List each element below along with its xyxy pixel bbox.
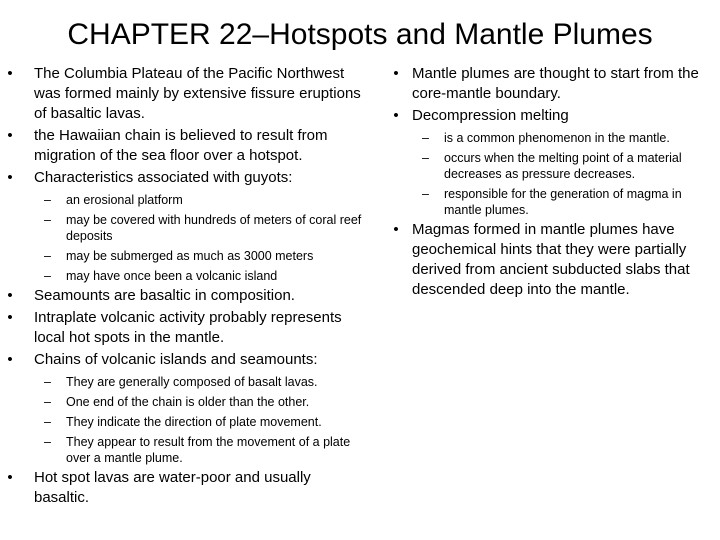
left-column: [0, 62, 368, 508]
bullet-marker: •: [7, 351, 13, 368]
bullet-text: Chains of volcanic islands and seamounts:: [34, 351, 318, 368]
sub-bullet-item: [0, 192, 368, 208]
bullet-text: Intraplate volcanic activity probably represents local hot spots in the mantle.: [34, 309, 342, 346]
bullet-text: Decompression melting: [412, 107, 569, 124]
bullet-item: [0, 468, 368, 508]
bullet-text: One end of the chain is older than the other.: [66, 395, 310, 409]
dash-marker: –: [422, 131, 429, 145]
sub-bullet-item: [378, 150, 710, 182]
bullet-text: the Hawaiian chain is believed to result from migration of the sea floor over a hotspot.: [34, 127, 328, 164]
bullet-item: [378, 64, 710, 104]
bullet-item: [0, 126, 368, 166]
bullet-text: Hot spot lavas are water-poor and usually basaltic.: [34, 469, 311, 506]
bullet-marker: •: [7, 287, 13, 304]
dash-marker: –: [44, 193, 51, 207]
dash-marker: –: [422, 187, 429, 201]
bullet-item: [378, 106, 710, 126]
bullet-marker: •: [393, 221, 399, 238]
bullet-text: is a common phenomenon in the mantle.: [444, 131, 670, 145]
sub-bullet-item: [0, 212, 368, 244]
bullet-text: They are generally composed of basalt lavas.: [66, 375, 318, 389]
bullet-text: They indicate the direction of plate movement.: [66, 415, 322, 429]
bullet-item: [0, 286, 368, 306]
dash-marker: –: [44, 395, 51, 409]
bullet-text: They appear to result from the movement of a plate over a mantle plume.: [66, 435, 351, 465]
bullet-text: an erosional platform: [66, 193, 183, 207]
sub-bullet-item: [0, 248, 368, 264]
sub-bullet-item: [0, 268, 368, 284]
bullet-text: may be submerged as much as 3000 meters: [66, 249, 314, 263]
bullet-text: responsible for the generation of magma in mantle plumes.: [444, 187, 682, 217]
bullet-text: may have once been a volcanic island: [66, 269, 278, 283]
sub-bullet-item: [0, 374, 368, 390]
dash-marker: –: [44, 435, 51, 449]
dash-marker: –: [44, 249, 51, 263]
bullet-text: occurs when the melting point of a material decreases as pressure decreases.: [444, 151, 682, 181]
right-column: [378, 62, 710, 300]
bullet-text: may be covered with hundreds of meters of coral reef deposits: [66, 213, 362, 243]
sub-bullet-item: [0, 434, 368, 466]
bullet-marker: •: [7, 127, 13, 144]
dash-marker: –: [44, 213, 51, 227]
sub-bullet-item: [0, 414, 368, 430]
bullet-text: Magmas formed in mantle plumes have geochemical hints that they were partially derived from ancient subducted slabs that descended deep into the mantle.: [412, 221, 690, 298]
slide-title: CHAPTER 22–Hotspots and Mantle Plumes: [67, 18, 653, 51]
bullet-item: [0, 168, 368, 188]
dash-marker: –: [44, 375, 51, 389]
bullet-item: [0, 308, 368, 348]
bullet-item: [378, 220, 710, 300]
dash-marker: –: [422, 151, 429, 165]
bullet-text: The Columbia Plateau of the Pacific Northwest was formed mainly by extensive fissure eruptions of basaltic lavas.: [34, 65, 361, 122]
bullet-text: Characteristics associated with guyots:: [34, 169, 293, 186]
bullet-text: Mantle plumes are thought to start from the core-mantle boundary.: [412, 65, 699, 102]
bullet-text: Seamounts are basaltic in composition.: [34, 287, 295, 304]
sub-bullet-item: [0, 394, 368, 410]
bullet-marker: •: [7, 469, 13, 486]
dash-marker: –: [44, 269, 51, 283]
bullet-marker: •: [7, 169, 13, 186]
bullet-marker: •: [7, 65, 13, 82]
sub-bullet-item: [378, 186, 710, 218]
bullet-item: [0, 64, 368, 124]
sub-bullet-item: [378, 130, 710, 146]
bullet-marker: •: [393, 65, 399, 82]
bullet-marker: •: [7, 309, 13, 326]
dash-marker: –: [44, 415, 51, 429]
bullet-marker: •: [393, 107, 399, 124]
bullet-item: [0, 350, 368, 370]
